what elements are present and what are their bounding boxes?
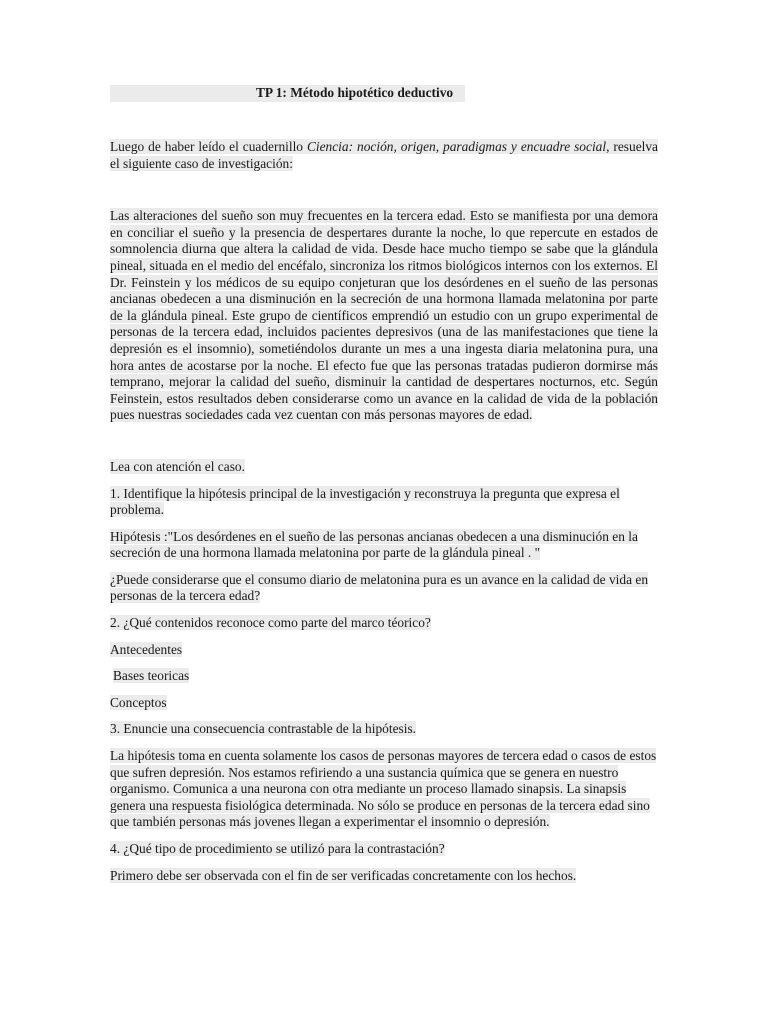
question-1-text: 1. Identifique la hipótesis principal de la investigación y reconstruya la pregunta que expresa el problema. <box>110 485 620 518</box>
case-paragraph <box>110 208 658 424</box>
answer-2-item-conceptos <box>110 695 658 712</box>
question-3-text: 3. Enuncie una consecuencia contrastable de la hipótesis. <box>110 721 417 737</box>
answer-1-question <box>110 572 658 605</box>
question-4 <box>110 841 658 858</box>
intro-paragraph <box>110 139 658 172</box>
question-2-text: 2. ¿Qué contenidos reconoce como parte del marco téorico? <box>110 615 431 631</box>
answer-2-item-text: Bases teoricas <box>113 668 190 684</box>
answer-2-item-text: Antecedentes <box>110 641 183 657</box>
answer-2-item-antecedentes <box>110 642 658 659</box>
answer-1-question-text: ¿Puede considerarse que el consumo diario de melatonina pura es un avance en la calidad de vida en personas de la tercera edad? <box>110 571 649 604</box>
case-text: Las alteraciones del sueño son muy frecuentes en la tercera edad. Esto se manifiesta por una demora en conciliar el sueño y la presencia de despertares durante la noche, lo que repercute en estados de somnolencia diurna que altera la calidad de vida. Desde hace mucho tiempo se sabe que la glándula pineal, situada en el medio del encéfalo, sincroniza los ritmos biológicos internos con los externos. El Dr. Feinstein y los médicos de su equipo conjeturan que los desórdenes en el sueño de las personas ancianas obedecen a una disminución en la secreción de una hormona llamada melatonina por parte de la glándula pineal. Este grupo de científicos emprendió un estudio con un grupo experimental de personas de la tercera edad, incluidos pacientes depresivos (una de las manifestaciones que tiene la depresión es el insomnio), sometiéndolos durante un mes a una ingesta diaria melatonina pura, una hora antes de acostarse por la noche. El efecto fue que las personas tratadas pudieron dormirse más temprano, mejorar la calidad del sueño, disminuir la cantidad de despertares nocturnos, etc. Según Feinstein, estos resultados deben considerarse como un avance en la calidad de vida de la población pues nuestras sociedades cada vez cuentan con más personas mayores de edad. <box>110 208 658 423</box>
answer-2-item-text: Conceptos <box>110 694 167 710</box>
answer-2-item-bases <box>110 668 658 685</box>
question-4-text: 4. ¿Qué tipo de procedimiento se utilizó para la contrastación? <box>110 841 445 856</box>
question-1 <box>110 486 658 519</box>
answer-4-text: Primero debe ser observada con el fin de ser verificadas concretamente con los hechos. <box>110 867 577 883</box>
question-3 <box>110 721 658 738</box>
instructions-paragraph <box>110 459 658 476</box>
instructions-text: Lea con atención el caso. <box>110 458 245 474</box>
document-body <box>110 85 658 884</box>
document-title-bar <box>110 85 465 102</box>
question-2 <box>110 615 658 632</box>
answer-1-hypothesis-text: Hipótesis :"Los desórdenes en el sueño de las personas ancianas obedecen a una disminución en la secreción de una hormona llamada melatonina por parte de la glándula pineal . " <box>110 528 638 561</box>
answer-3 <box>110 748 658 831</box>
intro-booklet-title: Ciencia: noción, origen, paradigmas y encuadre social <box>306 139 607 154</box>
answer-4 <box>110 868 658 885</box>
document-title: TP 1: Método hipotético deductivo <box>256 85 454 100</box>
intro-text-start: Luego de haber leído el cuadernillo <box>110 139 307 154</box>
answer-3-text: La hipótesis toma en cuenta solamente los casos de personas mayores de tercera edad o casos de estos que sufren depresión. Nos estamos refiriendo a una sustancia química que se genera en nuestro organismo. Comunica a una neurona con otra mediante un proceso llamado sinapsis. La sinapsis genera una respuesta fisiológica determinada. No sólo se produce en personas de la tercera edad sino que también personas más jovenes llegan a experimentar el insomnio o depresión. <box>110 748 657 830</box>
answer-1-hypothesis <box>110 529 658 562</box>
intro-text-end: , resuelva el siguiente caso de investigación: <box>110 139 659 171</box>
